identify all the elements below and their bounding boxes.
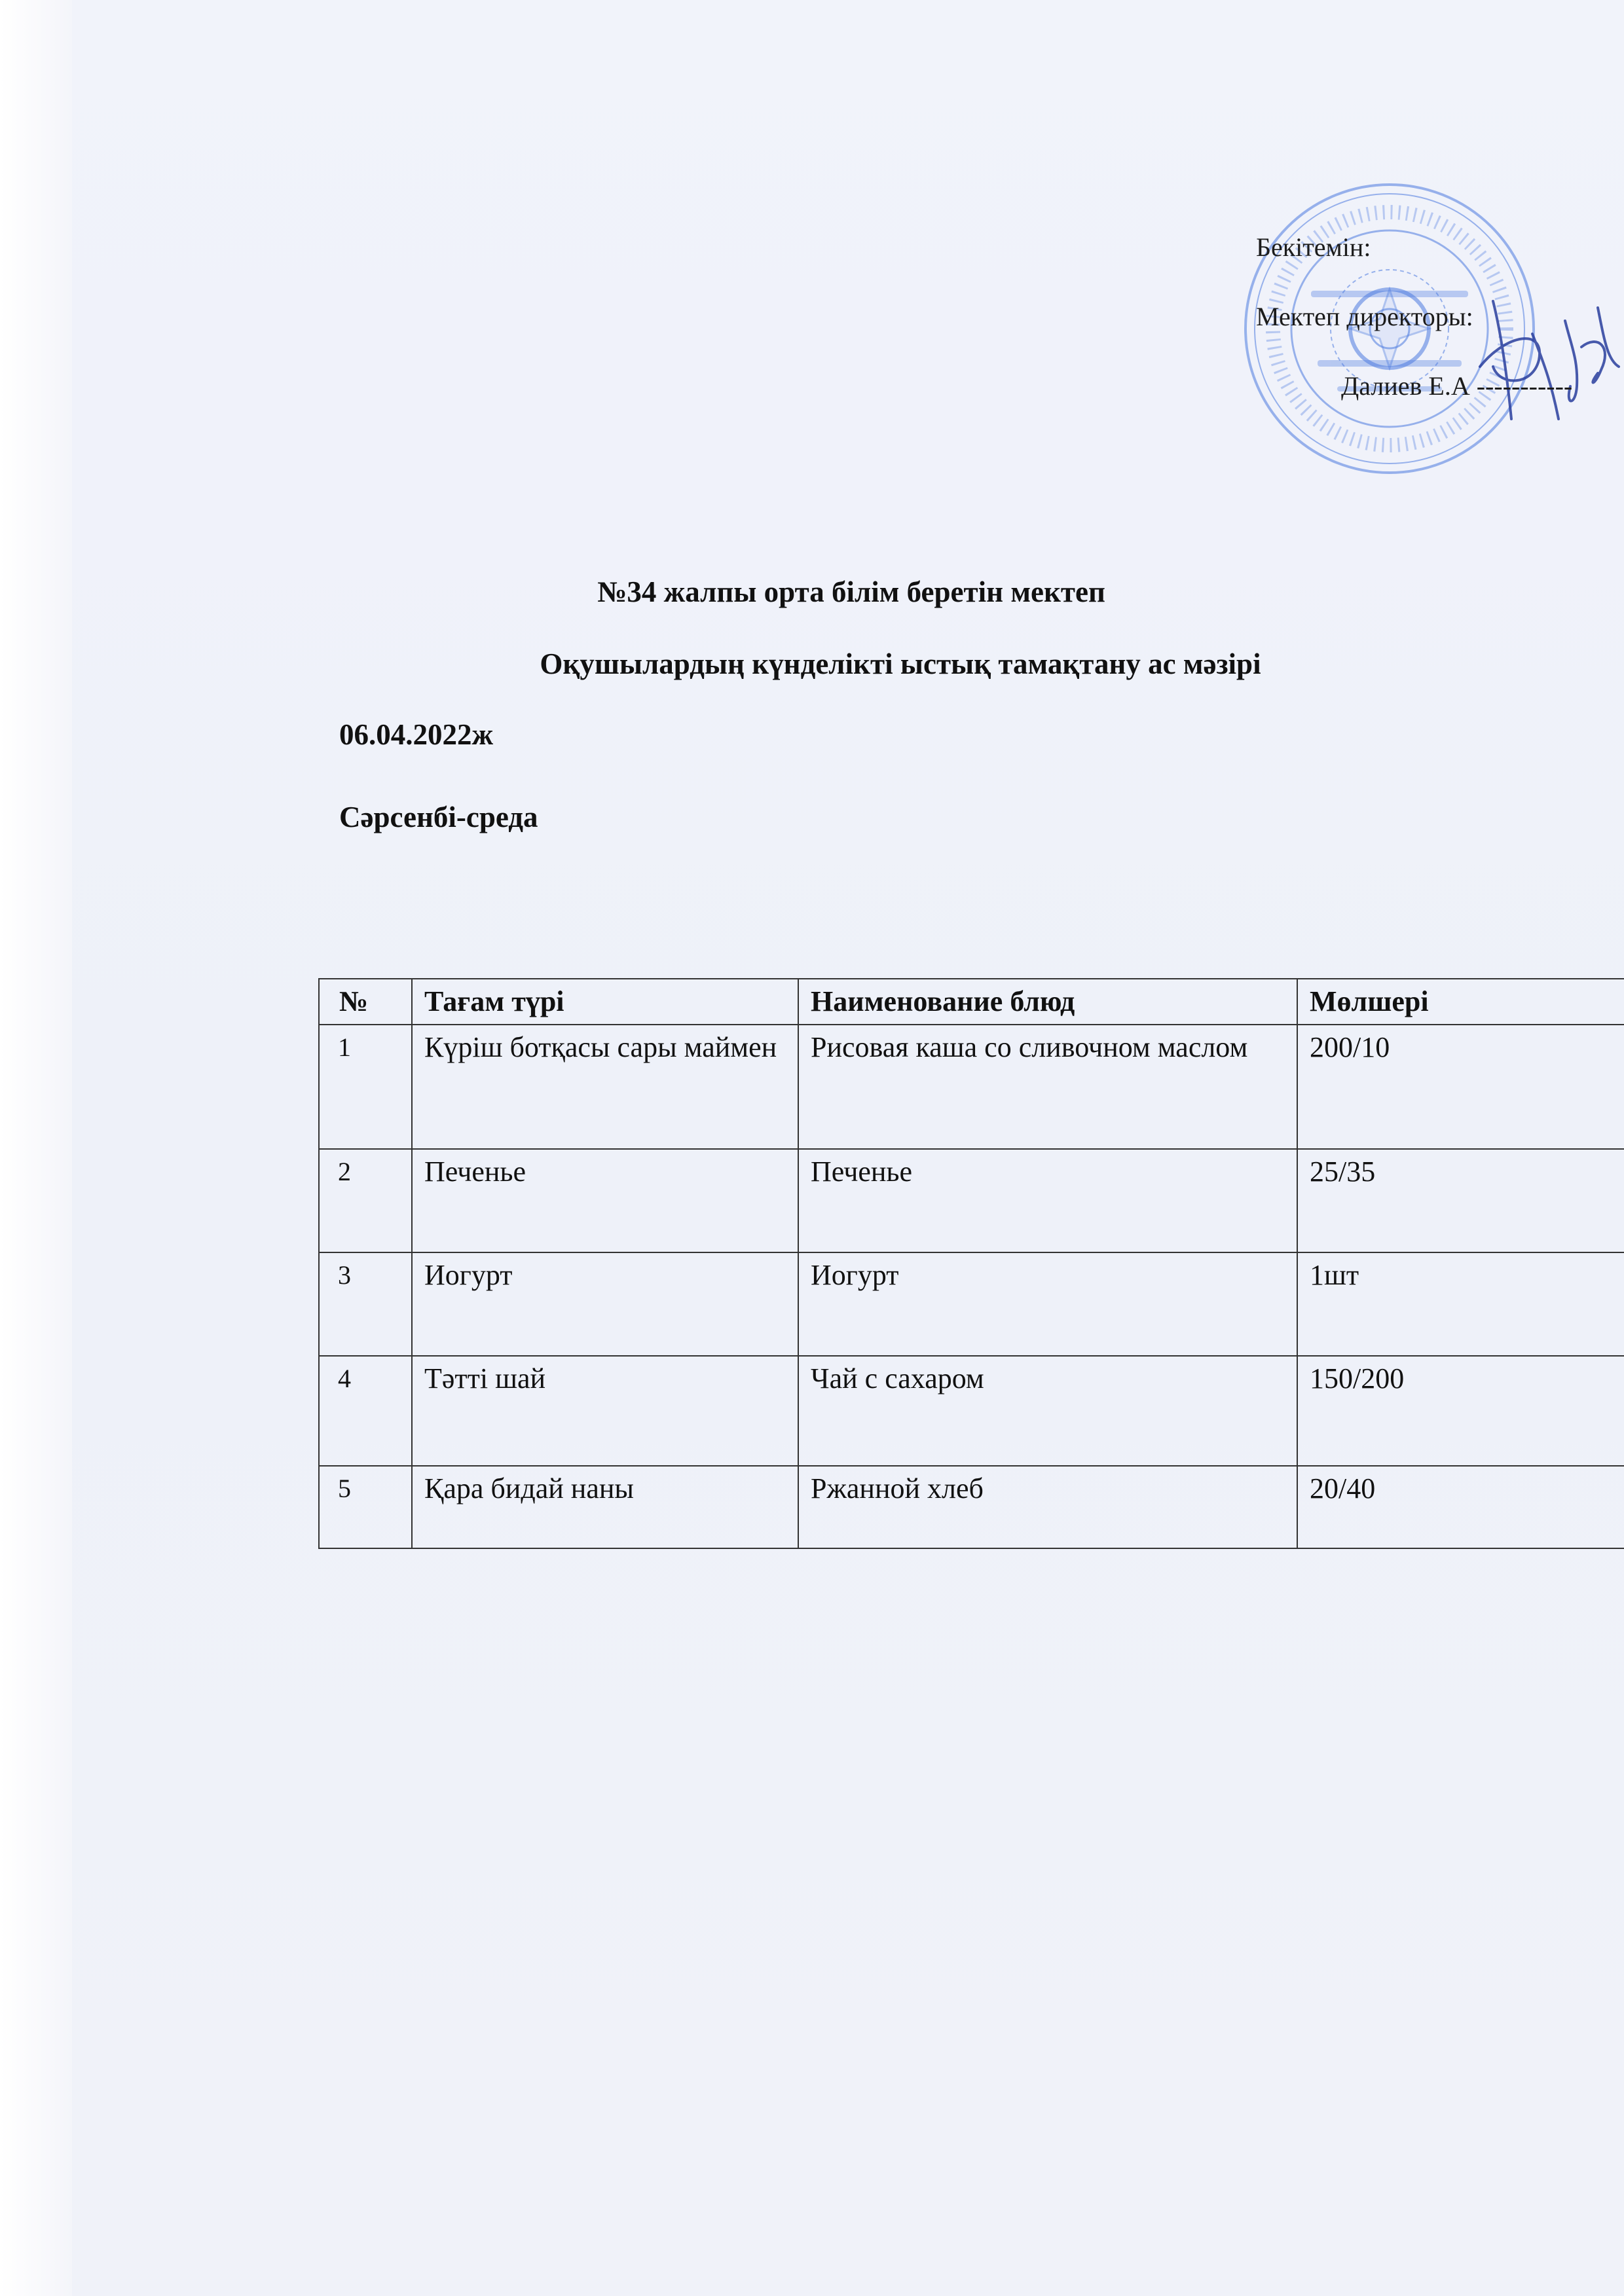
row-dish-ru: Печенье [798,1149,1297,1252]
row-number: 5 [319,1466,412,1548]
row-quantity: 1шт [1297,1252,1624,1356]
row-number: 4 [319,1356,412,1466]
menu-subtitle: Оқушылардың күнделікті ыстық тамақтану ас мәзірі [540,647,1261,680]
header-dish-name-ru: Наименование блюд [798,979,1297,1025]
row-dish-kz: Күріш ботқасы сары маймен [412,1025,798,1149]
menu-weekday: Сәрсенбі-среда [339,801,538,833]
row-dish-kz: Тәтті шай [412,1356,798,1466]
table-row [319,1252,1624,1356]
row-number: 2 [319,1149,412,1252]
row-number: 1 [319,1025,412,1149]
row-quantity: 20/40 [1297,1466,1624,1548]
school-title: №34 жалпы орта білім беретін мектеп [597,575,1105,608]
table-row [319,1356,1624,1466]
row-number: 3 [319,1252,412,1356]
row-dish-ru: Иогурт [798,1252,1297,1356]
approval-director-name: Далиев Е.А ----------- [1341,371,1573,401]
header-quantity: Мөлшері [1297,979,1624,1025]
scan-edge [0,0,72,2296]
table-row [319,1149,1624,1252]
approval-director-label: Мектеп директоры: [1256,302,1473,331]
row-dish-kz: Қара бидай наны [412,1466,798,1548]
header-number: № [319,979,412,1025]
row-quantity: 25/35 [1297,1149,1624,1252]
menu-date: 06.04.2022ж [339,718,494,751]
row-quantity: 200/10 [1297,1025,1624,1149]
row-dish-ru: Ржанной хлеб [798,1466,1297,1548]
row-dish-ru: Чай с сахаром [798,1356,1297,1466]
menu-table [318,978,1624,1549]
row-dish-kz: Печенье [412,1149,798,1252]
table-row [319,1466,1624,1548]
row-dish-ru: Рисовая каша со сливочном маслом [798,1025,1297,1149]
header-dish-type-kz: Тағам түрі [412,979,798,1025]
director-signature-icon [1467,288,1624,439]
table-header-row [319,979,1624,1025]
approval-label: Бекітемін: [1256,232,1371,262]
row-quantity: 150/200 [1297,1356,1624,1466]
row-dish-kz: Иогурт [412,1252,798,1356]
table-row [319,1025,1624,1149]
